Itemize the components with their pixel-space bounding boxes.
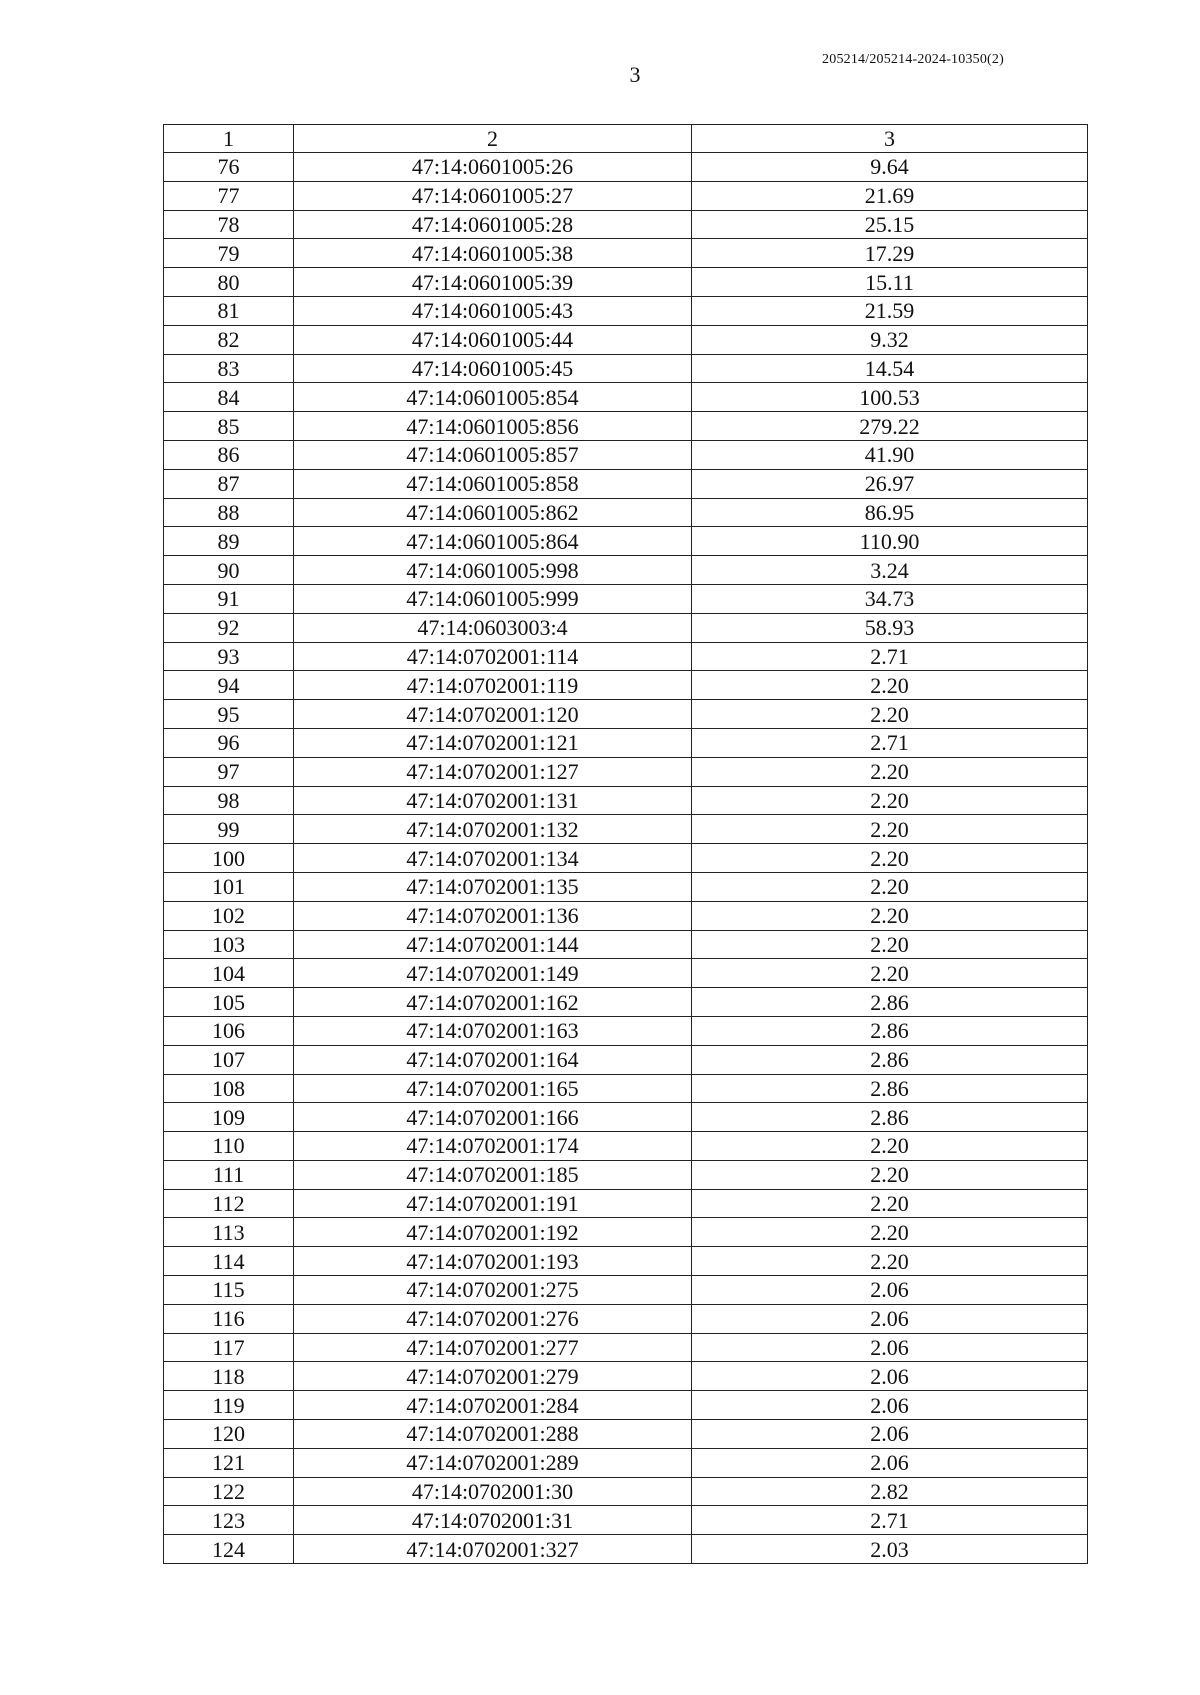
cadastral-number-cell: 47:14:0601005:26 [294, 153, 692, 182]
row-number-cell: 76 [164, 153, 294, 182]
document-id: 205214/205214-2024-10350(2) [822, 52, 1004, 67]
value-cell: 2.20 [692, 1132, 1088, 1161]
column-header-3: 3 [692, 125, 1088, 153]
table-row [164, 1247, 1088, 1276]
table-row [164, 1160, 1088, 1189]
table-row [164, 728, 1088, 757]
value-cell: 2.06 [692, 1304, 1088, 1333]
cadastral-number-cell: 47:14:0601005:28 [294, 210, 692, 239]
row-number-cell: 85 [164, 412, 294, 441]
table-row [164, 1103, 1088, 1132]
table-row [164, 844, 1088, 873]
value-cell: 2.06 [692, 1276, 1088, 1305]
cadastral-number-cell: 47:14:0702001:277 [294, 1333, 692, 1362]
cadastral-number-cell: 47:14:0702001:192 [294, 1218, 692, 1247]
table-header [164, 125, 1088, 153]
value-cell: 2.82 [692, 1477, 1088, 1506]
cadastral-number-cell: 47:14:0702001:136 [294, 901, 692, 930]
value-cell: 2.20 [692, 1218, 1088, 1247]
cadastral-number-cell: 47:14:0702001:31 [294, 1506, 692, 1535]
table-row [164, 325, 1088, 354]
table-row [164, 584, 1088, 613]
row-number-cell: 99 [164, 815, 294, 844]
table-row [164, 210, 1088, 239]
row-number-cell: 123 [164, 1506, 294, 1535]
row-number-cell: 113 [164, 1218, 294, 1247]
value-cell: 9.64 [692, 153, 1088, 182]
value-cell: 41.90 [692, 440, 1088, 469]
cadastral-number-cell: 47:14:0601005:999 [294, 584, 692, 613]
table-row [164, 901, 1088, 930]
row-number-cell: 107 [164, 1045, 294, 1074]
cadastral-number-cell: 47:14:0601005:862 [294, 498, 692, 527]
row-number-cell: 83 [164, 354, 294, 383]
table-row [164, 613, 1088, 642]
value-cell: 279.22 [692, 412, 1088, 441]
row-number-cell: 119 [164, 1391, 294, 1420]
value-cell: 26.97 [692, 469, 1088, 498]
row-number-cell: 124 [164, 1535, 294, 1564]
table-row [164, 440, 1088, 469]
cadastral-number-cell: 47:14:0702001:174 [294, 1132, 692, 1161]
cadastral-number-cell: 47:14:0601005:864 [294, 527, 692, 556]
table-row [164, 469, 1088, 498]
value-cell: 2.86 [692, 1103, 1088, 1132]
table-row [164, 786, 1088, 815]
table-row [164, 354, 1088, 383]
cadastral-number-cell: 47:14:0601005:856 [294, 412, 692, 441]
cadastral-number-cell: 47:14:0601005:998 [294, 556, 692, 585]
column-header-2: 2 [294, 125, 692, 153]
value-cell: 2.71 [692, 728, 1088, 757]
value-cell: 2.71 [692, 642, 1088, 671]
row-number-cell: 86 [164, 440, 294, 469]
value-cell: 2.20 [692, 901, 1088, 930]
cadastral-number-cell: 47:14:0702001:30 [294, 1477, 692, 1506]
cadastral-number-cell: 47:14:0702001:131 [294, 786, 692, 815]
row-number-cell: 80 [164, 268, 294, 297]
row-number-cell: 98 [164, 786, 294, 815]
parcel-table [163, 124, 1088, 1564]
table-row [164, 412, 1088, 441]
table-row [164, 959, 1088, 988]
row-number-cell: 106 [164, 1016, 294, 1045]
row-number-cell: 102 [164, 901, 294, 930]
table-row [164, 700, 1088, 729]
row-number-cell: 90 [164, 556, 294, 585]
value-cell: 14.54 [692, 354, 1088, 383]
row-number-cell: 92 [164, 613, 294, 642]
table-row [164, 1448, 1088, 1477]
cadastral-number-cell: 47:14:0601005:45 [294, 354, 692, 383]
table-row [164, 498, 1088, 527]
table-row [164, 642, 1088, 671]
row-number-cell: 81 [164, 296, 294, 325]
value-cell: 58.93 [692, 613, 1088, 642]
value-cell: 2.20 [692, 1247, 1088, 1276]
value-cell: 110.90 [692, 527, 1088, 556]
row-number-cell: 101 [164, 872, 294, 901]
table-row [164, 1218, 1088, 1247]
cadastral-number-cell: 47:14:0702001:134 [294, 844, 692, 873]
cadastral-number-cell: 47:14:0702001:114 [294, 642, 692, 671]
table-row [164, 527, 1088, 556]
value-cell: 2.20 [692, 786, 1088, 815]
table-row [164, 181, 1088, 210]
table-row [164, 988, 1088, 1017]
cadastral-number-cell: 47:14:0702001:135 [294, 872, 692, 901]
table-row [164, 671, 1088, 700]
value-cell: 2.20 [692, 1160, 1088, 1189]
table-row [164, 296, 1088, 325]
cadastral-number-cell: 47:14:0702001:121 [294, 728, 692, 757]
row-number-cell: 105 [164, 988, 294, 1017]
table-row [164, 1016, 1088, 1045]
table-row [164, 1477, 1088, 1506]
page-number: 3 [629, 62, 641, 87]
row-number-cell: 121 [164, 1448, 294, 1477]
row-number-cell: 95 [164, 700, 294, 729]
cadastral-number-cell: 47:14:0702001:144 [294, 930, 692, 959]
value-cell: 2.20 [692, 959, 1088, 988]
table-row [164, 815, 1088, 844]
table-row [164, 1304, 1088, 1333]
row-number-cell: 114 [164, 1247, 294, 1276]
value-cell: 2.20 [692, 815, 1088, 844]
table-row [164, 1074, 1088, 1103]
cadastral-number-cell: 47:14:0702001:165 [294, 1074, 692, 1103]
cadastral-number-cell: 47:14:0702001:275 [294, 1276, 692, 1305]
row-number-cell: 109 [164, 1103, 294, 1132]
row-number-cell: 100 [164, 844, 294, 873]
value-cell: 2.06 [692, 1362, 1088, 1391]
table-row [164, 930, 1088, 959]
value-cell: 2.86 [692, 1074, 1088, 1103]
cadastral-number-cell: 47:14:0601005:39 [294, 268, 692, 297]
row-number-cell: 77 [164, 181, 294, 210]
cadastral-number-cell: 47:14:0702001:193 [294, 1247, 692, 1276]
value-cell: 2.03 [692, 1535, 1088, 1564]
row-number-cell: 115 [164, 1276, 294, 1305]
value-cell: 2.20 [692, 700, 1088, 729]
cadastral-number-cell: 47:14:0702001:132 [294, 815, 692, 844]
cadastral-number-cell: 47:14:0601005:858 [294, 469, 692, 498]
row-number-cell: 120 [164, 1420, 294, 1449]
value-cell: 15.11 [692, 268, 1088, 297]
cadastral-number-cell: 47:14:0702001:164 [294, 1045, 692, 1074]
value-cell: 2.20 [692, 671, 1088, 700]
table-row [164, 556, 1088, 585]
table-row [164, 1391, 1088, 1420]
cadastral-number-cell: 47:14:0601005:43 [294, 296, 692, 325]
cadastral-number-cell: 47:14:0603003:4 [294, 613, 692, 642]
cadastral-number-cell: 47:14:0702001:284 [294, 1391, 692, 1420]
row-number-cell: 87 [164, 469, 294, 498]
cadastral-number-cell: 47:14:0601005:44 [294, 325, 692, 354]
cadastral-number-cell: 47:14:0702001:162 [294, 988, 692, 1017]
value-cell: 86.95 [692, 498, 1088, 527]
table-row [164, 1189, 1088, 1218]
cadastral-number-cell: 47:14:0702001:191 [294, 1189, 692, 1218]
row-number-cell: 112 [164, 1189, 294, 1218]
row-number-cell: 94 [164, 671, 294, 700]
value-cell: 2.20 [692, 757, 1088, 786]
row-number-cell: 88 [164, 498, 294, 527]
table-row [164, 1362, 1088, 1391]
cadastral-number-cell: 47:14:0601005:854 [294, 383, 692, 412]
row-number-cell: 118 [164, 1362, 294, 1391]
row-number-cell: 82 [164, 325, 294, 354]
row-number-cell: 84 [164, 383, 294, 412]
value-cell: 2.86 [692, 1045, 1088, 1074]
value-cell: 9.32 [692, 325, 1088, 354]
value-cell: 3.24 [692, 556, 1088, 585]
table-row [164, 239, 1088, 268]
cadastral-number-cell: 47:14:0702001:120 [294, 700, 692, 729]
table-row [164, 1045, 1088, 1074]
row-number-cell: 108 [164, 1074, 294, 1103]
column-header-1: 1 [164, 125, 294, 153]
cadastral-number-cell: 47:14:0702001:289 [294, 1448, 692, 1477]
row-number-cell: 104 [164, 959, 294, 988]
row-number-cell: 97 [164, 757, 294, 786]
value-cell: 2.20 [692, 1189, 1088, 1218]
value-cell: 2.20 [692, 844, 1088, 873]
table-row [164, 1276, 1088, 1305]
value-cell: 2.06 [692, 1420, 1088, 1449]
table-row [164, 1506, 1088, 1535]
value-cell: 25.15 [692, 210, 1088, 239]
cadastral-number-cell: 47:14:0601005:857 [294, 440, 692, 469]
row-number-cell: 79 [164, 239, 294, 268]
table-row [164, 1132, 1088, 1161]
row-number-cell: 89 [164, 527, 294, 556]
cadastral-number-cell: 47:14:0702001:149 [294, 959, 692, 988]
value-cell: 17.29 [692, 239, 1088, 268]
value-cell: 2.06 [692, 1391, 1088, 1420]
row-number-cell: 117 [164, 1333, 294, 1362]
row-number-cell: 93 [164, 642, 294, 671]
cadastral-number-cell: 47:14:0702001:185 [294, 1160, 692, 1189]
value-cell: 2.71 [692, 1506, 1088, 1535]
value-cell: 2.20 [692, 872, 1088, 901]
row-number-cell: 103 [164, 930, 294, 959]
value-cell: 2.20 [692, 930, 1088, 959]
row-number-cell: 78 [164, 210, 294, 239]
cadastral-number-cell: 47:14:0702001:119 [294, 671, 692, 700]
row-number-cell: 96 [164, 728, 294, 757]
table-row [164, 872, 1088, 901]
value-cell: 2.86 [692, 1016, 1088, 1045]
row-number-cell: 91 [164, 584, 294, 613]
row-number-cell: 116 [164, 1304, 294, 1333]
value-cell: 2.06 [692, 1333, 1088, 1362]
value-cell: 2.06 [692, 1448, 1088, 1477]
value-cell: 100.53 [692, 383, 1088, 412]
table-row [164, 1333, 1088, 1362]
table-row [164, 268, 1088, 297]
value-cell: 21.59 [692, 296, 1088, 325]
table-row [164, 153, 1088, 182]
cadastral-number-cell: 47:14:0702001:276 [294, 1304, 692, 1333]
cadastral-number-cell: 47:14:0702001:127 [294, 757, 692, 786]
cadastral-number-cell: 47:14:0601005:38 [294, 239, 692, 268]
header-row [164, 125, 1088, 153]
table-body [164, 153, 1088, 1564]
table-row [164, 1420, 1088, 1449]
cadastral-number-cell: 47:14:0702001:166 [294, 1103, 692, 1132]
cadastral-number-cell: 47:14:0601005:27 [294, 181, 692, 210]
table-row [164, 757, 1088, 786]
table-row [164, 1535, 1088, 1564]
value-cell: 21.69 [692, 181, 1088, 210]
row-number-cell: 110 [164, 1132, 294, 1161]
cadastral-number-cell: 47:14:0702001:288 [294, 1420, 692, 1449]
row-number-cell: 111 [164, 1160, 294, 1189]
cadastral-number-cell: 47:14:0702001:163 [294, 1016, 692, 1045]
row-number-cell: 122 [164, 1477, 294, 1506]
table-row [164, 383, 1088, 412]
cadastral-number-cell: 47:14:0702001:279 [294, 1362, 692, 1391]
cadastral-number-cell: 47:14:0702001:327 [294, 1535, 692, 1564]
value-cell: 34.73 [692, 584, 1088, 613]
value-cell: 2.86 [692, 988, 1088, 1017]
